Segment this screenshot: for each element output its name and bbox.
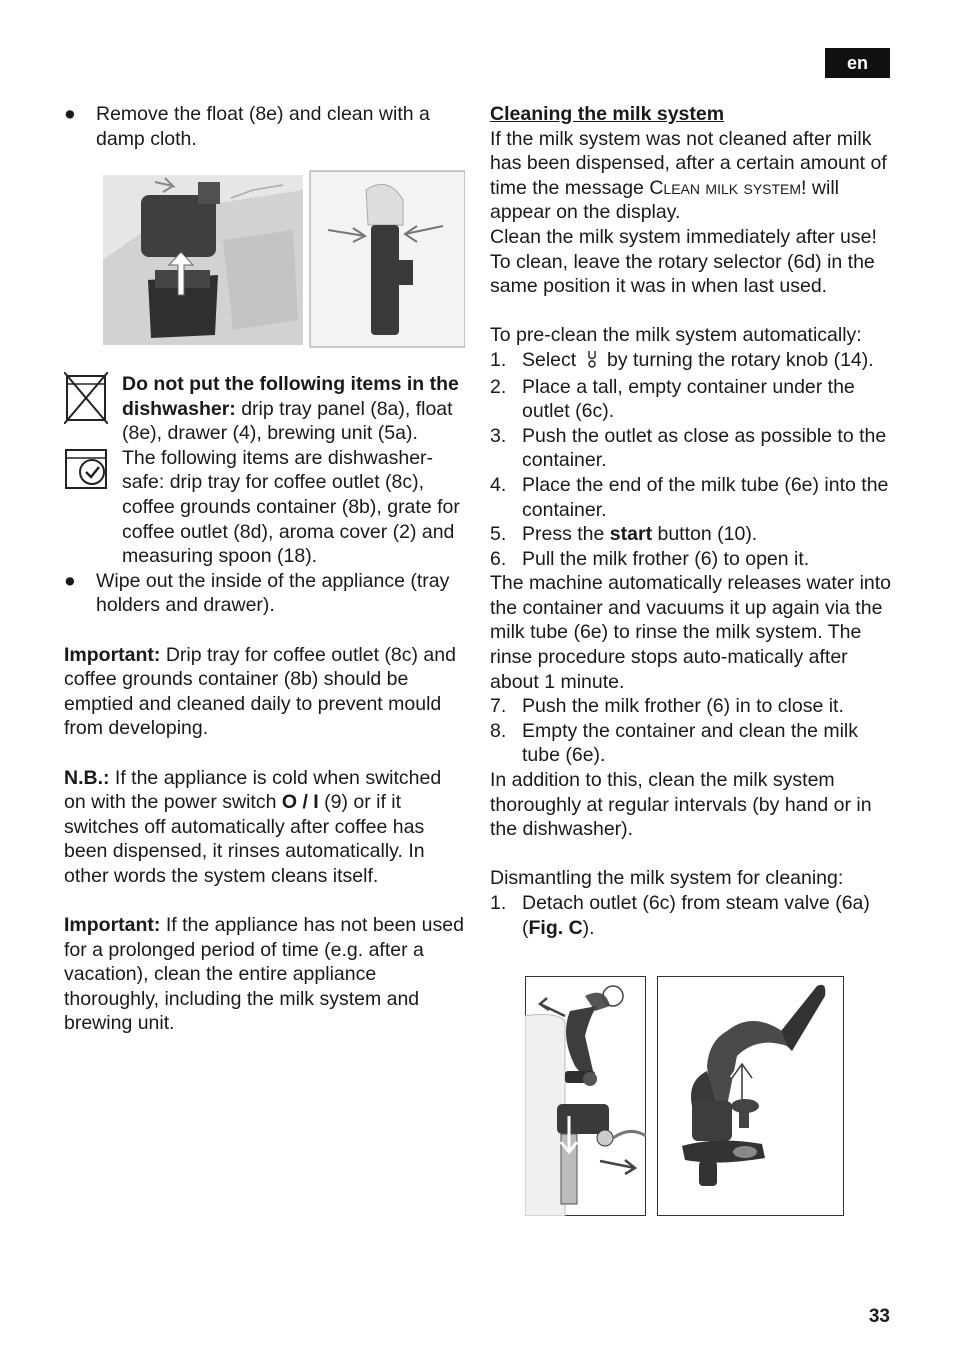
section-heading: Cleaning the milk system (490, 103, 725, 125)
dismantle-title: Dismantling the milk system for cleaning: (490, 867, 844, 890)
not-dishwasher-safe-note (64, 372, 464, 446)
clean-immediately-text: Clean the milk system immediately after use! To clean, leave the rotary selector (6d) in the same position it was in when last used. (490, 225, 877, 298)
crossed-dishwasher-icon (64, 372, 108, 431)
important-note-1: Important: Drip tray for coffee outlet (8c) and coffee grounds container (8b) should be emptied and cleaned daily to prevent mould from developing. (64, 643, 456, 740)
dishwasher-no-text: drip tray panel (8a), float (8e), drawer (4), brewing unit (5a). (122, 397, 453, 445)
page-number: 33 (868, 1306, 890, 1327)
dishwasher-no-label: Do not put the following items in the dishwasher: (122, 373, 459, 420)
after-rinse-steps (490, 694, 895, 768)
auto-rinse-text: The machine automatically releases water into the container and vacuums it up again via the milk tube (6e) to rinse the milk system. The rinse procedure stops auto-matically after about 1 minute. (490, 572, 892, 693)
list-item: 5. Press the start button (10). (490, 523, 758, 546)
bullet-wipe-inside: ● Wipe out the inside of the appliance (tray holders and drawer). (64, 569, 450, 617)
milk-clean-symbol-icon (587, 350, 597, 375)
dishwasher-safe-note: The following items are dishwasher-safe: drip tray for coffee outlet (8c), coffee grounds container (8b), grate for coffee outlet (8d), aroma cover (2) and measuring spoon (18). (64, 446, 464, 569)
power-switch-label: O / I (281, 791, 319, 814)
dishwasher-safe-icon (64, 448, 108, 497)
list-item: 3. Push the outlet as close as possible to the container. (490, 424, 887, 472)
regular-cleaning-text: In addition to this, clean the milk system thoroughly at regular intervals (by hand or in the dishwasher). (490, 769, 872, 841)
outlet-detach-figure-left (525, 976, 646, 1223)
bullet-icon: ● (64, 103, 76, 125)
right-column (490, 102, 895, 940)
list-item: 4. Place the end of the milk tube (6e) into the container. (490, 473, 889, 521)
figure-reference: Fig. C (528, 916, 583, 939)
list-item: 8. Empty the container and clean the milk tube (6e). (490, 719, 859, 767)
preclean-steps (490, 348, 895, 571)
display-message: Clean milk system! (649, 176, 807, 199)
list-item: 1. Select by turning the rotary knob (14). (490, 348, 895, 375)
outlet-detach-figure-right (657, 976, 844, 1223)
dishwasher-notices (64, 372, 464, 1036)
nb-note: N.B.: If the appliance is cold when switched on with the power switch O / I (9) or if it switches off automatically after coffee has been dispensed, it rinses automatically. In other words the system cleans itself. (64, 766, 442, 887)
list-item: 6. Pull the milk frother (6) to open it. (490, 547, 810, 570)
preclean-title: To pre-clean the milk system automatically: (490, 324, 862, 347)
important-note-2: Important: If the appliance has not been used for a prolonged period of time (e.g. after a vacation), clean the entire appliance thoroughly, including the milk system and brewing unit. (64, 914, 464, 1035)
list-item: 1. Detach outlet (6c) from steam valve (6a) (Fig. C). (490, 892, 870, 939)
bullet-icon: ● (64, 569, 76, 592)
list-item: 7. Push the milk frother (6) in to close it. (490, 695, 844, 718)
dismantle-steps (490, 891, 895, 940)
list-item: 2. Place a tall, empty container under the outlet (6c). (490, 375, 855, 423)
float-removal-figure (103, 170, 465, 355)
bullet-remove-float: ● Remove the float (8e) and clean with a damp cloth. (64, 103, 430, 150)
intro-paragraph: If the milk system was not cleaned after milk has been dispensed, after a certain amount of time the message Clean milk system! will appear on the display. (490, 127, 887, 224)
left-column (64, 102, 464, 151)
language-badge: en (825, 48, 890, 78)
